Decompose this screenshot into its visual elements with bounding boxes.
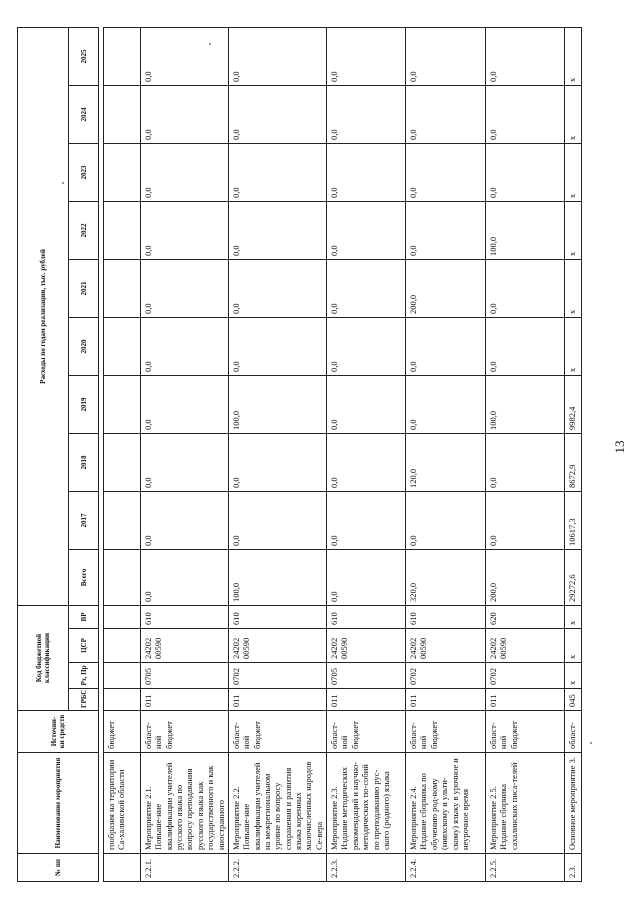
header-source: Источни-ки средств: [18, 711, 99, 753]
table-row: [406, 28, 486, 882]
header-year: 2020: [69, 317, 99, 375]
cell-year: [104, 492, 141, 550]
cell-no: 2.2.5.: [486, 854, 565, 882]
cell-csr: 24202 00590: [406, 629, 486, 663]
header-grbs: ГРБС: [69, 689, 99, 711]
cell-year: 0,0: [228, 202, 326, 260]
header-rzpr: Рз, Пр: [69, 663, 99, 689]
cell-name: гообразия на территории Са-халинской области: [104, 753, 141, 854]
cell-grbs: [104, 689, 141, 711]
header-year: 2022: [69, 201, 99, 259]
cell-year: 0,0: [406, 202, 486, 260]
cell-csr: [104, 629, 141, 663]
cell-rzpr: 0702: [228, 663, 326, 689]
header-year: 2024: [69, 85, 99, 143]
cell-no: 2.2.1.: [141, 854, 229, 882]
header-no: № пп: [18, 854, 99, 882]
cell-year: 0,0: [406, 376, 486, 434]
header-year: 2018: [69, 433, 99, 491]
cell-year: 0,0: [228, 492, 326, 550]
cell-year: x: [565, 318, 582, 376]
header-year: 2017: [69, 491, 99, 549]
cell-no: 2.2.2.: [228, 854, 326, 882]
cell-year: 0,0: [141, 318, 229, 376]
header-csr: ЦСР: [69, 629, 99, 663]
header-year: 2025: [69, 27, 99, 85]
header-name: Наименование мероприятия: [18, 753, 99, 854]
page-number: 13: [612, 440, 627, 454]
cell-total: 200,0: [486, 550, 565, 606]
cell-vr: [104, 606, 141, 629]
cell-source: област-ной бюджет: [141, 711, 229, 753]
cell-year: 0,0: [327, 260, 406, 318]
cell-grbs: 045: [565, 689, 582, 711]
table-row: [141, 28, 229, 882]
cell-year: [104, 318, 141, 376]
cell-year: 0,0: [406, 86, 486, 144]
cell-source: бюджет: [104, 711, 141, 753]
table-row: [486, 28, 565, 882]
cell-csr: 24202 00590: [486, 629, 565, 663]
cell-year: 200,0: [406, 260, 486, 318]
cell-year: [104, 28, 141, 86]
cell-rzpr: 0702: [406, 663, 486, 689]
header-vr: ВР: [69, 605, 99, 628]
cell-vr: 610: [228, 606, 326, 629]
cell-vr: 610: [327, 606, 406, 629]
scan-speck: [590, 742, 592, 744]
cell-csr: x: [565, 629, 582, 663]
cell-year: 0,0: [141, 28, 229, 86]
cell-year: x: [565, 86, 582, 144]
cell-grbs: 011: [327, 689, 406, 711]
cell-year: 0,0: [228, 260, 326, 318]
cell-no: [104, 854, 141, 882]
cell-year: [104, 144, 141, 202]
cell-source: област-ной бюджет: [327, 711, 406, 753]
cell-year: 0,0: [141, 492, 229, 550]
cell-year: 0,0: [141, 144, 229, 202]
cell-rzpr: 0705: [141, 663, 229, 689]
cell-vr: 610: [141, 606, 229, 629]
header-expenses: Расходы по годам реализации, тыс. рублей: [18, 27, 69, 605]
cell-rzpr: x: [565, 663, 582, 689]
cell-source: област-ной бюджет: [406, 711, 486, 753]
cell-total: 0,0: [141, 550, 229, 606]
cell-year: 0,0: [486, 260, 565, 318]
cell-grbs: 011: [141, 689, 229, 711]
table-row: [327, 28, 406, 882]
cell-csr: 24202 00590: [327, 629, 406, 663]
cell-vr: x: [565, 606, 582, 629]
cell-year: 0,0: [486, 318, 565, 376]
cell-no: 2.2.3.: [327, 854, 406, 882]
cell-year: 0,0: [228, 318, 326, 376]
cell-year: 0,0: [141, 202, 229, 260]
cell-year: 9982,4: [565, 376, 582, 434]
cell-grbs: 011: [486, 689, 565, 711]
cell-year: x: [565, 28, 582, 86]
cell-year: 10617,3: [565, 492, 582, 550]
cell-year: 0,0: [327, 86, 406, 144]
cell-total: 29272,6: [565, 550, 582, 606]
cell-csr: 24202 00590: [228, 629, 326, 663]
scan-speck: [62, 182, 64, 184]
cell-year: 0,0: [141, 376, 229, 434]
cell-name: Мероприятие 2.5. Издание сборника сахалинских писа-телей: [486, 753, 565, 854]
table-body: [103, 27, 582, 882]
cell-name: Мероприятие 2.3. Издание методических рекомендаций и научно-методических по-собий по преподаванию рус-ского (родного) языка: [327, 753, 406, 854]
cell-grbs: 011: [228, 689, 326, 711]
cell-year: 0,0: [406, 492, 486, 550]
cell-year: 120,0: [406, 434, 486, 492]
cell-year: x: [565, 202, 582, 260]
cell-grbs: 011: [406, 689, 486, 711]
header-budget-codes: Код бюджетной классификации: [18, 605, 69, 710]
cell-year: 0,0: [228, 434, 326, 492]
cell-year: 0,0: [228, 86, 326, 144]
cell-name: Мероприятие 2.2. Повыше-ние квалификации учителей на межрегиональном уровне по вопросу сохранения и развития языка коренных малочисленных народов Се-вера: [228, 753, 326, 854]
scan-speck: [209, 43, 211, 45]
cell-year: 0,0: [486, 434, 565, 492]
cell-year: 8672,9: [565, 434, 582, 492]
table-row: [104, 28, 141, 882]
table-row: [565, 28, 582, 882]
cell-rzpr: [104, 663, 141, 689]
cell-year: 0,0: [406, 28, 486, 86]
cell-year: [104, 202, 141, 260]
cell-rzpr: 0705: [327, 663, 406, 689]
cell-year: 0,0: [327, 492, 406, 550]
cell-year: 0,0: [406, 144, 486, 202]
cell-year: 0,0: [486, 86, 565, 144]
cell-vr: 610: [406, 606, 486, 629]
cell-year: 100,0: [228, 376, 326, 434]
header-year: 2021: [69, 259, 99, 317]
cell-year: [104, 376, 141, 434]
table-row: [228, 28, 326, 882]
cell-year: 0,0: [327, 144, 406, 202]
cell-rzpr: 0702: [486, 663, 565, 689]
cell-source: област-ной бюджет: [228, 711, 326, 753]
cell-year: 0,0: [141, 434, 229, 492]
table-header: [17, 27, 99, 882]
cell-year: 0,0: [141, 86, 229, 144]
cell-year: 0,0: [327, 376, 406, 434]
cell-total: 100,0: [228, 550, 326, 606]
header-year: 2019: [69, 375, 99, 433]
cell-year: 0,0: [327, 434, 406, 492]
cell-year: 0,0: [486, 144, 565, 202]
cell-year: 0,0: [486, 492, 565, 550]
cell-year: x: [565, 144, 582, 202]
cell-year: 100,0: [486, 202, 565, 260]
cell-vr: 620: [486, 606, 565, 629]
cell-name: Мероприятие 2.1. Повыше-ние квалификации учителей русского языка по вопросу преподавания русского языка как государственного и как иностранного: [141, 753, 229, 854]
header-year: 2023: [69, 143, 99, 201]
cell-year: 0,0: [141, 260, 229, 318]
cell-year: 0,0: [406, 318, 486, 376]
cell-total: [104, 550, 141, 606]
cell-no: 2.2.4.: [406, 854, 486, 882]
cell-year: 100,0: [486, 376, 565, 434]
budget-table-sheet: [17, 28, 602, 882]
cell-year: x: [565, 260, 582, 318]
cell-name: Основное мероприятие 3.: [565, 753, 582, 854]
cell-year: [104, 86, 141, 144]
cell-year: [104, 260, 141, 318]
cell-year: 0,0: [327, 28, 406, 86]
header-total: Всего: [69, 549, 99, 605]
cell-year: 0,0: [486, 28, 565, 86]
cell-source: област-: [565, 711, 582, 753]
cell-source: област-ной бюджет: [486, 711, 565, 753]
cell-year: 0,0: [228, 28, 326, 86]
cell-total: 320,0: [406, 550, 486, 606]
cell-year: 0,0: [228, 144, 326, 202]
cell-total: 0,0: [327, 550, 406, 606]
cell-name: Мероприятие 2.4. Издание сборника по обучению род-ному (нивхскому и ульти-скому) языку в урочное и неурочное время: [406, 753, 486, 854]
cell-year: 0,0: [327, 318, 406, 376]
cell-csr: 24202 00590: [141, 629, 229, 663]
cell-year: 0,0: [327, 202, 406, 260]
cell-year: [104, 434, 141, 492]
cell-no: 2.3.: [565, 854, 582, 882]
